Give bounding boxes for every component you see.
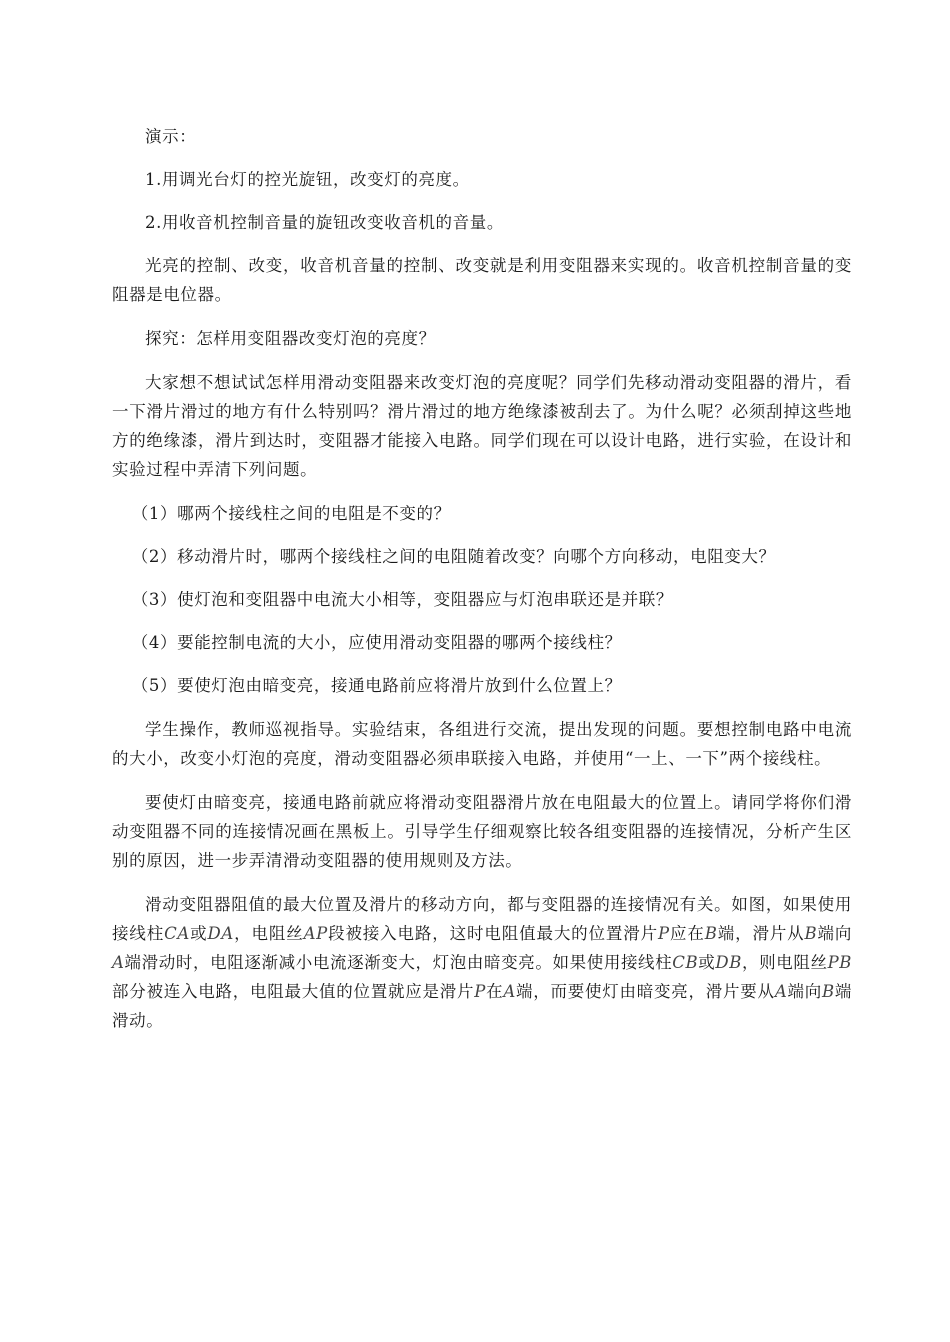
text-segment: 应在 bbox=[669, 924, 705, 943]
text-segment: 或 bbox=[189, 924, 208, 943]
variable-label: B bbox=[804, 924, 818, 943]
text-segment: 端向 bbox=[817, 924, 853, 943]
demo-item-2: 2.用收音机控制音量的旋钮改变收音机的音量。 bbox=[145, 213, 504, 232]
text-segment: ，则电阻丝 bbox=[741, 953, 828, 972]
document-body bbox=[112, 122, 852, 1050]
variable-label: P bbox=[658, 924, 670, 943]
text-segment: 部分被连入电路，电阻最大值的位置就应是滑片 bbox=[112, 982, 475, 1001]
question-2: （2）移动滑片时，哪两个接线柱之间的电阻随着改变？向哪个方向移动，电阻变大？ bbox=[131, 547, 776, 566]
variable-label: B bbox=[822, 982, 835, 1001]
variable-label: CA bbox=[164, 924, 190, 943]
variable-label: A bbox=[112, 953, 125, 972]
variable-label: DA bbox=[207, 924, 234, 943]
student-paragraph: 学生操作，教师巡视指导。实验结束，各组进行交流，提出发现的问题。要想控制电路中电流的大小，改变小灯泡的亮度，滑动变阻器必须串联接入电路，并使用“一上、一下”两个接线柱。 bbox=[112, 720, 852, 768]
demo-heading: 演示： bbox=[145, 127, 197, 146]
dim-paragraph: 要使灯由暗变亮，接通电路前就应将滑动变阻器滑片放在电阻最大的位置上。请同学将你们滑动变阻器不同的连接情况画在黑板上。引导学生仔细观察比较各组变阻器的连接情况，分析产生区别的原因，进一步弄清滑动变阻器的使用规则及方法。 bbox=[112, 793, 852, 870]
variable-label: A bbox=[503, 982, 516, 1001]
text-segment: 端，滑片从 bbox=[717, 924, 805, 943]
text-segment: 端，而要使灯由暗变亮，滑片要从 bbox=[515, 982, 775, 1001]
text-segment: 端滑动时，电阻逐渐减小电流逐渐变大，灯泡由暗变亮。如果使用接线柱 bbox=[124, 953, 673, 972]
text-segment: 端滑动。 bbox=[112, 982, 853, 1030]
variable-label: PB bbox=[827, 953, 852, 972]
variable-label: CB bbox=[672, 953, 699, 972]
intro-paragraph: 大家想不想试试怎样用滑动变阻器来改变灯泡的亮度呢？同学们先移动滑动变阻器的滑片，看一下滑片滑过的地方有什么特别吗？滑片滑过的地方绝缘漆被刮去了。为什么呢？必须刮掉这些地方的绝缘漆，滑片到达时，变阻器才能接入电路。同学们现在可以设计电路，进行实验，在设计和实验过程中弄清下列问题。 bbox=[112, 373, 852, 479]
text-segment: 段被接入电路，这时电阻值最大的位置滑片 bbox=[327, 924, 659, 943]
text-segment: ，电阻丝 bbox=[233, 924, 304, 943]
demo-item-1: 1.用调光台灯的控光旋钮，改变灯的亮度。 bbox=[145, 170, 470, 189]
variable-label: AP bbox=[303, 924, 328, 943]
question-5: （5）要使灯泡由暗变亮，接通电路前应将滑片放到什么位置上？ bbox=[131, 676, 622, 695]
variable-label: A bbox=[774, 982, 788, 1001]
variable-label: B bbox=[704, 924, 718, 943]
question-4: （4）要能控制电流的大小，应使用滑动变阻器的哪两个接线柱？ bbox=[131, 633, 622, 652]
text-segment: 在 bbox=[485, 982, 504, 1001]
variable-label: DB bbox=[715, 953, 742, 972]
text-segment: 滑动变阻器阻值的最大位置及滑片的移动方向，都与变阻器的连接情况有关。如图，如果使用接线柱 bbox=[112, 895, 852, 943]
question-3: （3）使灯泡和变阻器中电流大小相等，变阻器应与灯泡串联还是并联？ bbox=[131, 590, 673, 609]
text-segment: 或 bbox=[698, 953, 716, 972]
question-1: （1）哪两个接线柱之间的电阻是不变的？ bbox=[131, 504, 451, 523]
final-paragraph bbox=[112, 890, 852, 1035]
explain-paragraph: 光亮的控制、改变，收音机音量的控制、改变就是利用变阻器来实现的。收音机控制音量的变阻器是电位器。 bbox=[112, 256, 852, 304]
explore-heading: 探究：怎样用变阻器改变灯泡的亮度？ bbox=[145, 329, 436, 348]
text-segment: 端向 bbox=[787, 982, 823, 1001]
variable-label: P bbox=[474, 982, 486, 1001]
